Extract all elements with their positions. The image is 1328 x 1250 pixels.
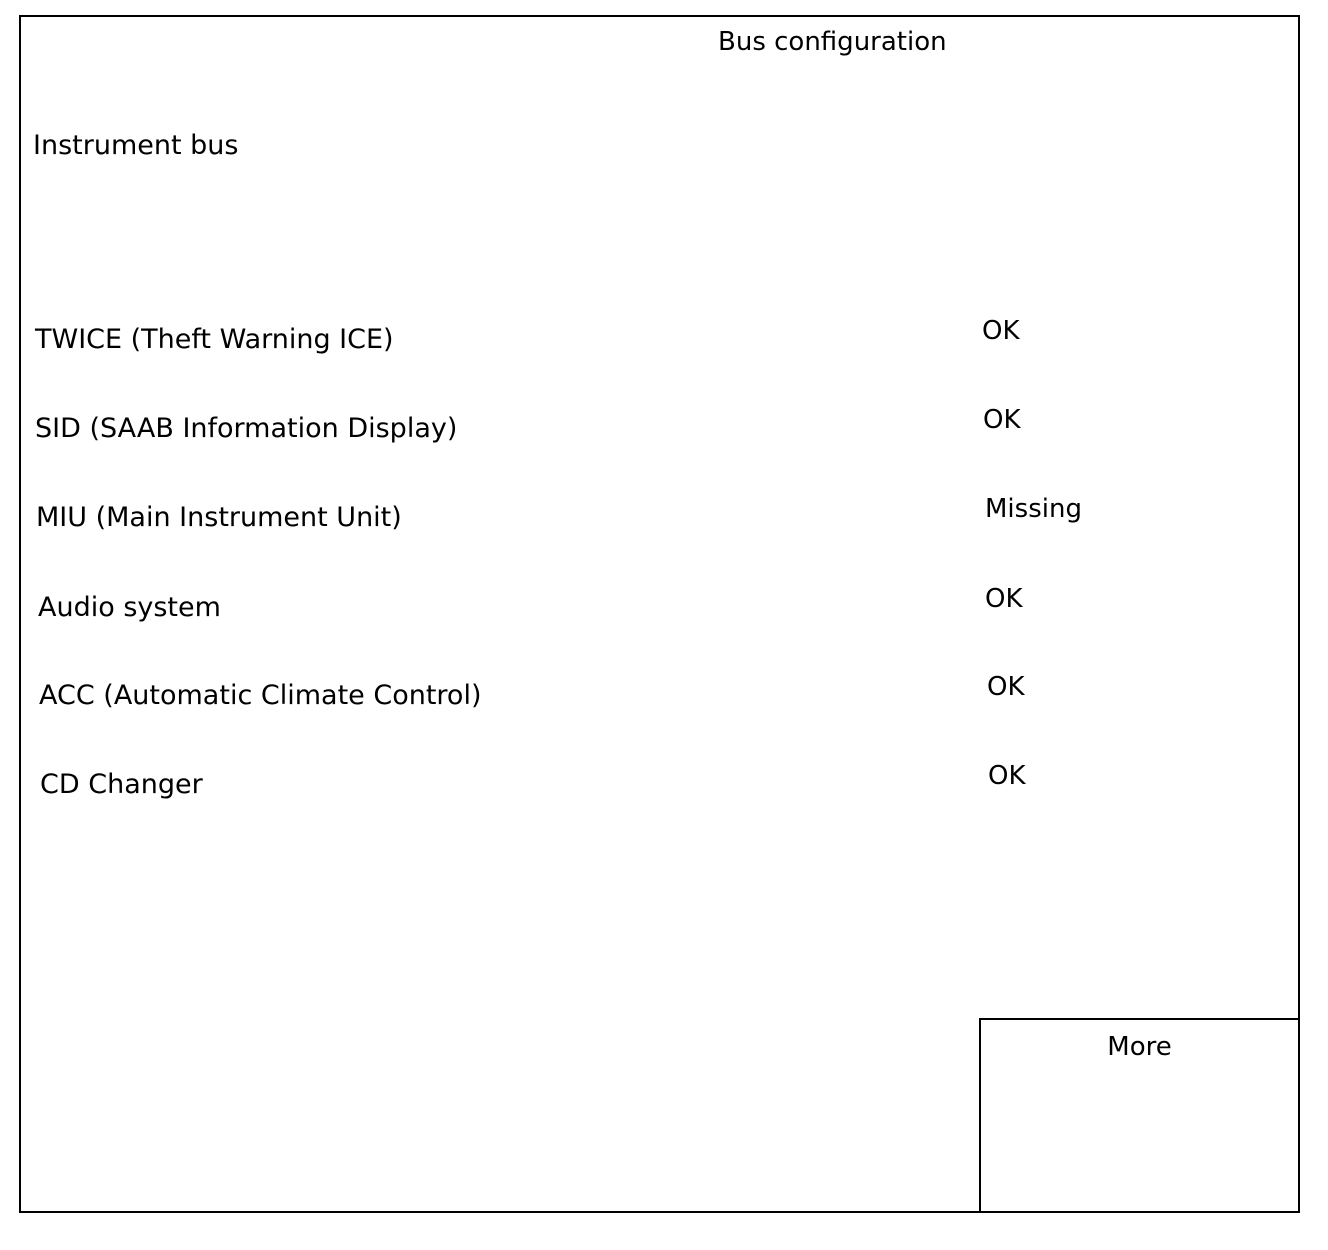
device-status: Missing <box>985 494 1082 524</box>
device-row-acc <box>21 672 1298 720</box>
device-status: OK <box>982 316 1020 346</box>
device-row-twice <box>21 316 1298 364</box>
device-status: OK <box>988 761 1026 791</box>
more-button[interactable] <box>979 1018 1298 1211</box>
device-name: Audio system <box>38 592 221 623</box>
device-row-cd-changer <box>21 761 1298 809</box>
device-name: ACC (Automatic Climate Control) <box>39 680 482 711</box>
device-status: OK <box>985 584 1023 614</box>
device-row-audio-system <box>21 584 1298 632</box>
more-button-label: More <box>1107 1032 1172 1062</box>
device-row-sid <box>21 405 1298 453</box>
device-status: OK <box>983 405 1021 435</box>
device-name: MIU (Main Instrument Unit) <box>36 502 402 533</box>
device-name: CD Changer <box>40 769 203 800</box>
device-name: SID (SAAB Information Display) <box>35 413 458 444</box>
bus-configuration-screen <box>19 15 1300 1213</box>
device-row-miu <box>21 494 1298 542</box>
section-label-instrument-bus: Instrument bus <box>33 130 239 161</box>
device-name: TWICE (Theft Warning ICE) <box>35 324 394 355</box>
page-title: Bus configuration <box>718 27 947 57</box>
device-status: OK <box>987 672 1025 702</box>
